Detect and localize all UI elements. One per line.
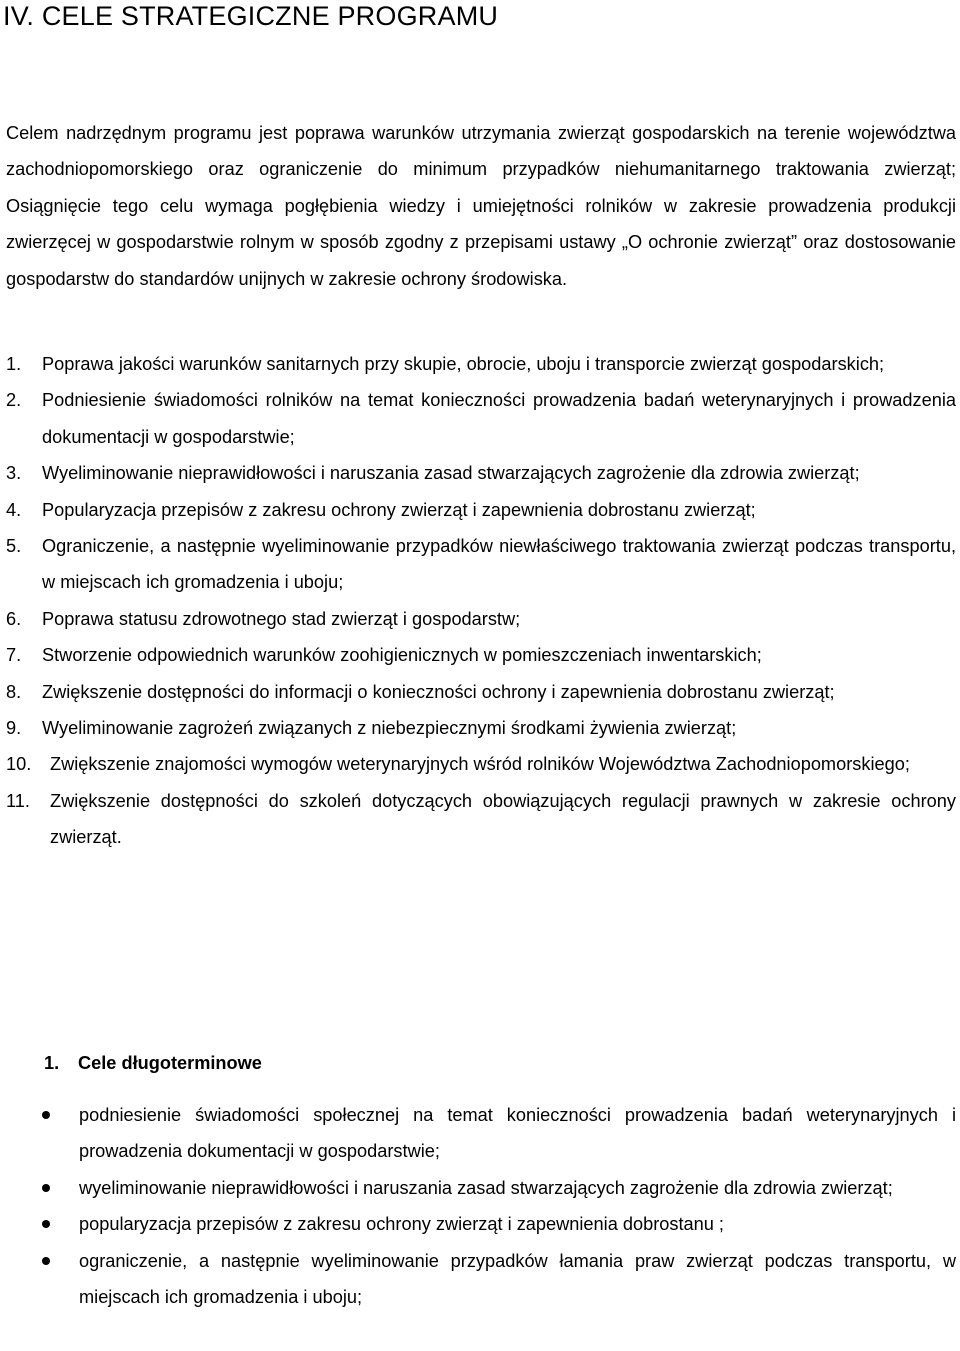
bullet-icon xyxy=(40,1206,79,1242)
list-item-number: 5. xyxy=(6,536,22,557)
list-item-number: 1. xyxy=(6,354,22,374)
bullet-item-text: popularyzacja przepisów z zakresu ochrony zwierząt i zapewnienia dobrostanu ; xyxy=(79,1214,724,1235)
subheading-number: 1. xyxy=(44,1053,60,1073)
list-item-text: Poprawa statusu zdrowotnego stad zwierząt i gospodarstw; xyxy=(42,608,521,629)
list-item-text: Popularyzacja przepisów z zakresu ochrony zwierząt i zapewnienia dobrostanu zwierząt; xyxy=(42,499,756,520)
bullet-icon xyxy=(40,1243,79,1279)
list-item-number: 11. xyxy=(6,790,30,811)
list-item xyxy=(6,710,956,746)
strategic-goals-list xyxy=(6,346,956,856)
bullet-item xyxy=(40,1243,956,1316)
list-item-text: Zwiększenie dostępności do informacji o konieczności ochrony i zapewnienia dobrostanu zwierząt; xyxy=(42,681,835,702)
bullet-item-text: ograniczenie, a następnie wyeliminowanie przypadków łamania praw zwierząt podczas transportu, w miejscach ich gromadzenia i uboju; xyxy=(79,1250,956,1308)
list-item-text: Poprawa jakości warunków sanitarnych przy skupie, obrocie, uboju i transporcie zwierząt gospodarskich; xyxy=(42,354,885,374)
long-term-goals-heading xyxy=(44,1045,262,1081)
list-item xyxy=(6,637,956,673)
list-item-number: 6. xyxy=(6,608,22,629)
list-item xyxy=(6,382,956,455)
list-item xyxy=(6,674,956,710)
list-item-text: Zwiększenie dostępności do szkoleń dotyczących obowiązujących regulacji prawnych w zakresie ochrony zwierząt. xyxy=(50,790,956,848)
list-item-number: 7. xyxy=(6,645,22,666)
long-term-goals-list xyxy=(40,1097,956,1315)
bullet-item xyxy=(40,1206,956,1242)
list-item xyxy=(6,455,956,491)
list-item xyxy=(6,528,956,601)
list-item xyxy=(6,746,956,782)
intro-paragraph: Celem nadrzędnym programu jest poprawa warunków utrzymania zwierząt gospodarskich na terenie województwa zachodniopomorskiego oraz ograniczenie do minimum przypadków niehumanitarnego traktowania zwierząt; Osiągnięcie tego celu wymaga pogłębienia wiedzy i umiejętności rolników w zakresie prowadzenia produkcji zwierzęcej w gospodarstwie rolnym w sposób zgodny z przepisami ustawy „O ochronie zwierząt” oraz dostosowanie gospodarstw do standardów unijnych w zakresie ochrony środowiska. xyxy=(6,123,956,289)
list-item-text: Ograniczenie, a następnie wyeliminowanie przypadków niewłaściwego traktowania zwierząt podczas transportu, w miejscach ich gromadzenia i uboju; xyxy=(42,536,956,593)
subheading-title: Cele długoterminowe xyxy=(78,1053,262,1073)
list-item-number: 8. xyxy=(6,681,22,702)
list-item-text: Wyeliminowanie nieprawidłowości i naruszania zasad stwarzających zagrożenie dla zdrowia zwierząt; xyxy=(42,463,860,484)
bullet-item xyxy=(40,1097,956,1170)
bullet-icon xyxy=(40,1170,79,1206)
bullet-item-text: wyeliminowanie nieprawidłowości i naruszania zasad stwarzających zagrożenie dla zdrowia zwierząt; xyxy=(79,1177,893,1198)
list-item xyxy=(6,601,956,637)
bullet-item xyxy=(40,1170,956,1206)
list-item xyxy=(6,783,956,856)
list-item-text: Zwiększenie znajomości wymogów weterynaryjnych wśród rolników Województwa Zachodniopomorskiego; xyxy=(50,754,910,775)
list-item-text: Stworzenie odpowiednich warunków zoohigienicznych w pomieszczeniach inwentarskich; xyxy=(42,645,762,666)
list-item-number: 3. xyxy=(6,463,22,484)
list-item xyxy=(6,346,956,382)
bullet-item-text: podniesienie świadomości społecznej na temat konieczności prowadzenia badań weterynaryjnych i prowadzenia dokumentacji w gospodarstwie; xyxy=(79,1105,956,1162)
bullet-icon xyxy=(40,1097,79,1133)
list-item-number: 4. xyxy=(6,499,22,520)
list-item-text: Wyeliminowanie zagrożeń związanych z niebezpiecznymi środkami żywienia zwierząt; xyxy=(42,718,737,739)
list-item-number: 10. xyxy=(6,754,32,775)
list-item-number: 2. xyxy=(6,390,22,411)
list-item xyxy=(6,492,956,528)
list-item-number: 9. xyxy=(6,718,22,739)
section-heading: IV. CELE STRATEGICZNE PROGRAMU xyxy=(3,1,499,31)
list-item-text: Podniesienie świadomości rolników na temat konieczności prowadzenia badań weterynaryjnych i prowadzenia dokumentacji w gospodarstwie; xyxy=(42,390,956,447)
